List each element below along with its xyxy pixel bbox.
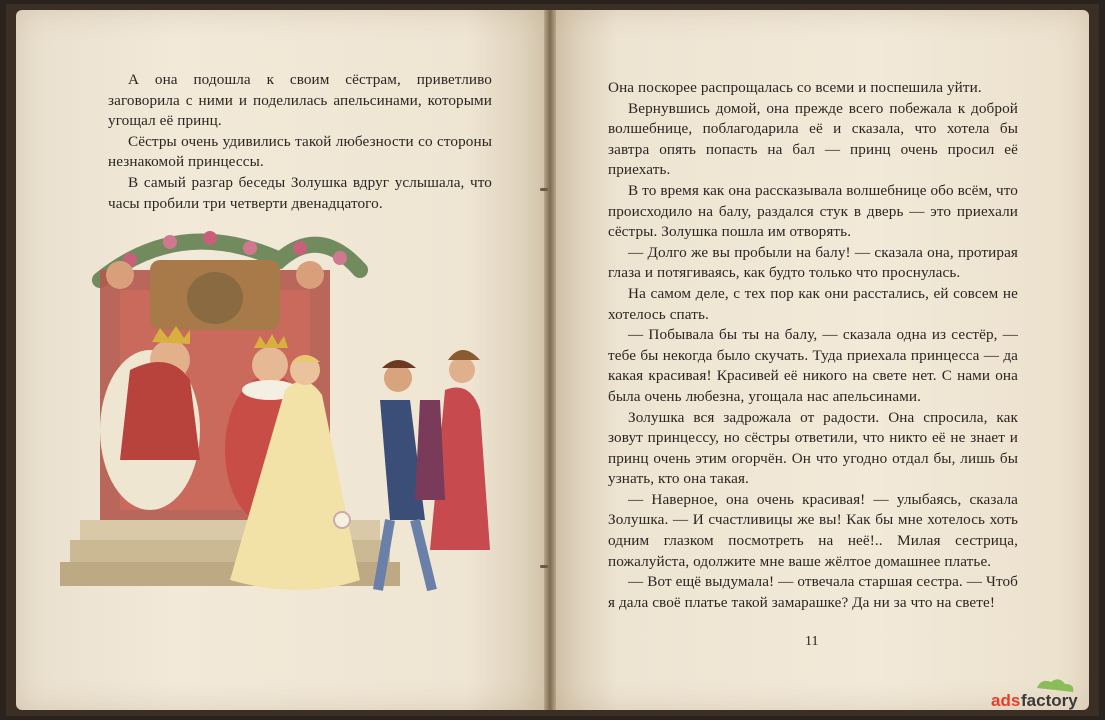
svg-text:ads: ads [991,691,1021,710]
paragraph: — Долго же вы пробыли на балу! — сказала она, протирая глаза и потягиваясь, как будто только что проснулась. [608,243,1018,282]
paragraph: — Вот ещё выдумала! — отвечала старшая сестра. — Чтоб я дала своё платье такой замарашке? Да ни за что на свете! [608,573,1018,611]
ball-illustration [60,220,500,610]
book-spine [544,10,556,710]
svg-text:factory: factory [1021,691,1078,710]
staple-hole [540,565,548,568]
staple-hole [540,188,548,191]
paragraph: Золушка вся задрожала от радости. Она спросила, как зовут принцессу, но сёстры ответили, что никто её не знает и принц очень этим огорчён. Он что угодно отдал бы, лишь бы узнать, кто она такая. [608,408,1018,488]
adsfactory-watermark-logo [987,674,1097,714]
paragraph: — Побывала бы ты на балу, — сказала одна из сестёр, — тебе бы некогда было скучать. Туда приехала принцесса — да какая красивая! Красивей её никого на свете нет. С нами она была очень любезна, угощала нас апельсинами. [608,326,1018,405]
paragraph: Сёстры очень удивились такой любезности со стороны незнакомой принцессы. [108,132,492,171]
paragraph: А она подошла к своим сёстрам, приветливо заговорила с ними и поделилась апельсинами, которыми угощал её принц. [108,71,492,130]
paragraph: — Наверное, она очень красивая! — улыбаясь, сказала Золушка. — И счастливицы же вы! Как бы мне хотелось хоть одним глазком посмотреть на неё!.. Милая сестрица, пожалуйста, одолжите мне ваше жёлтое домашнее платье. [608,490,1018,570]
paragraph: В то время как она рассказывала волшебнице обо всём, что происходило на балу, раздался стук в дверь — это приехали сёстры. Золушка пошла им отворять. [608,181,1018,241]
paragraph: Вернувшись домой, она прежде всего побежала к доброй волшебнице, поблагодарила её и сказала, что хотела бы завтра опять попасть на бал — принц очень просил её приехать. [608,99,1018,179]
paragraph: На самом деле, с тех пор как они расстались, ей совсем не хотелось спать. [608,284,1018,323]
paragraph: В самый разгар беседы Золушка вдруг услышала, что часы пробили три четверти двенадцатого. [108,173,492,212]
paragraph: Она поскорее распрощалась со всеми и поспешила уйти. [608,79,982,96]
page-number: 11 [805,634,819,649]
right-page-text [608,78,1018,613]
left-page-text [108,70,492,214]
